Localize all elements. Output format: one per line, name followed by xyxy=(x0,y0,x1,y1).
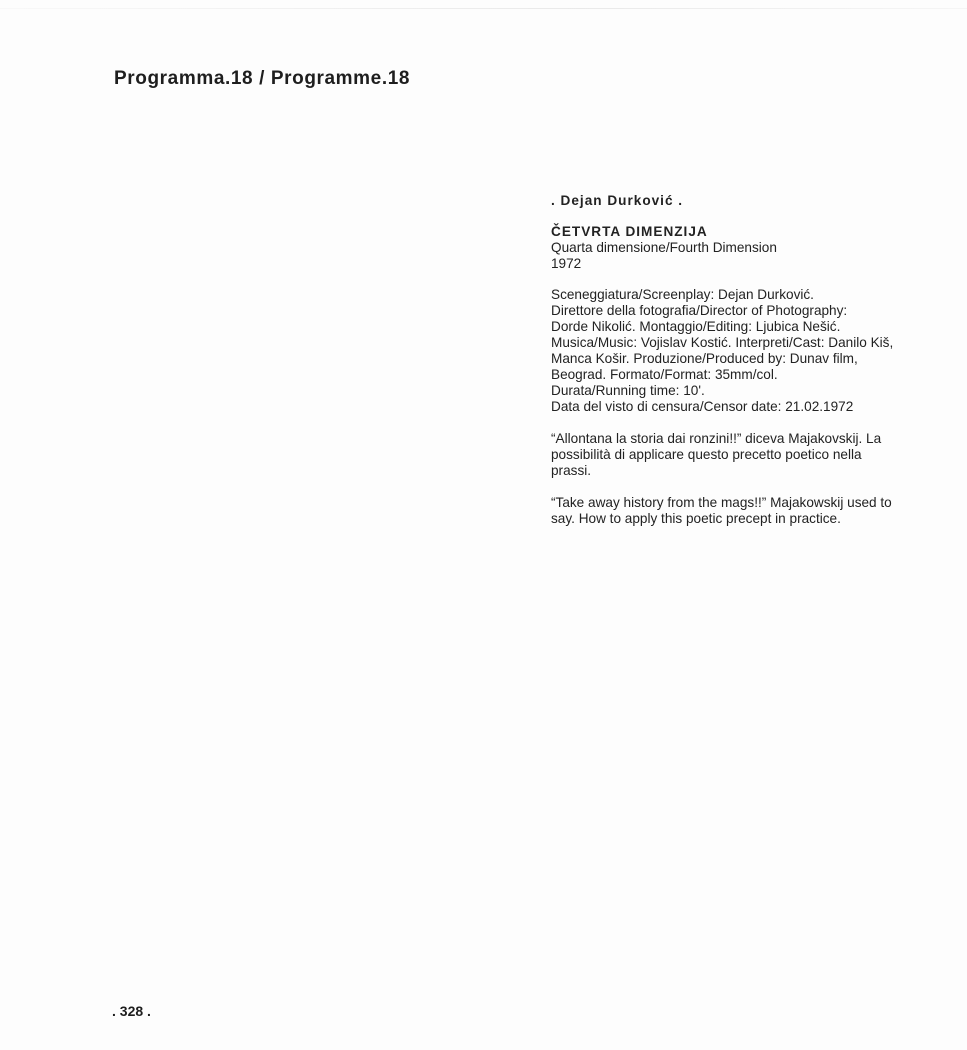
synopsis-line: possibilità di applicare questo precetto poetico nella xyxy=(551,447,862,462)
credits-line: Beograd. Formato/Format: 35mm/col. xyxy=(551,367,778,382)
credits-line: Durata/Running time: 10'. xyxy=(551,383,705,398)
synopsis-english xyxy=(551,495,911,527)
page-edge xyxy=(0,8,967,9)
film-subtitle: Quarta dimensione/Fourth Dimension xyxy=(551,240,777,255)
synopsis-line: prassi. xyxy=(551,463,592,478)
credits-line: Direttore della fotografia/Director of Photography: xyxy=(551,303,848,318)
synopsis-line: “Allontana la storia dai ronzini!!” diceva Majakovskij. La xyxy=(551,431,882,446)
synopsis-line: “Take away history from the mags!!” Majakowskij used to xyxy=(551,495,892,510)
credits-line: Musica/Music: Vojislav Kostić. Interpreti/Cast: Danilo Kiš, xyxy=(551,335,894,350)
synopsis-line: say. How to apply this poetic precept in practice. xyxy=(551,511,841,526)
credits-line: Dorde Nikolić. Montaggio/Editing: Ljubica Nešić. xyxy=(551,319,841,334)
film-year: 1972 xyxy=(551,256,582,271)
credits-line: Sceneggiatura/Screenplay: Dejan Durković. xyxy=(551,287,814,302)
director-name: . Dejan Durković . xyxy=(551,193,684,208)
credits-block xyxy=(551,287,911,415)
credits-line: Manca Košir. Produzione/Produced by: Dunav film, xyxy=(551,351,858,366)
page-header-title: Programma.18 / Programme.18 xyxy=(114,68,411,89)
film-title: ČETVRTA DIMENZIJA xyxy=(551,224,708,239)
film-entry xyxy=(551,193,911,527)
credits-line: Data del visto di censura/Censor date: 21.02.1972 xyxy=(551,399,854,414)
page-number: . 328 . xyxy=(112,1003,151,1019)
synopsis-italian xyxy=(551,431,911,479)
